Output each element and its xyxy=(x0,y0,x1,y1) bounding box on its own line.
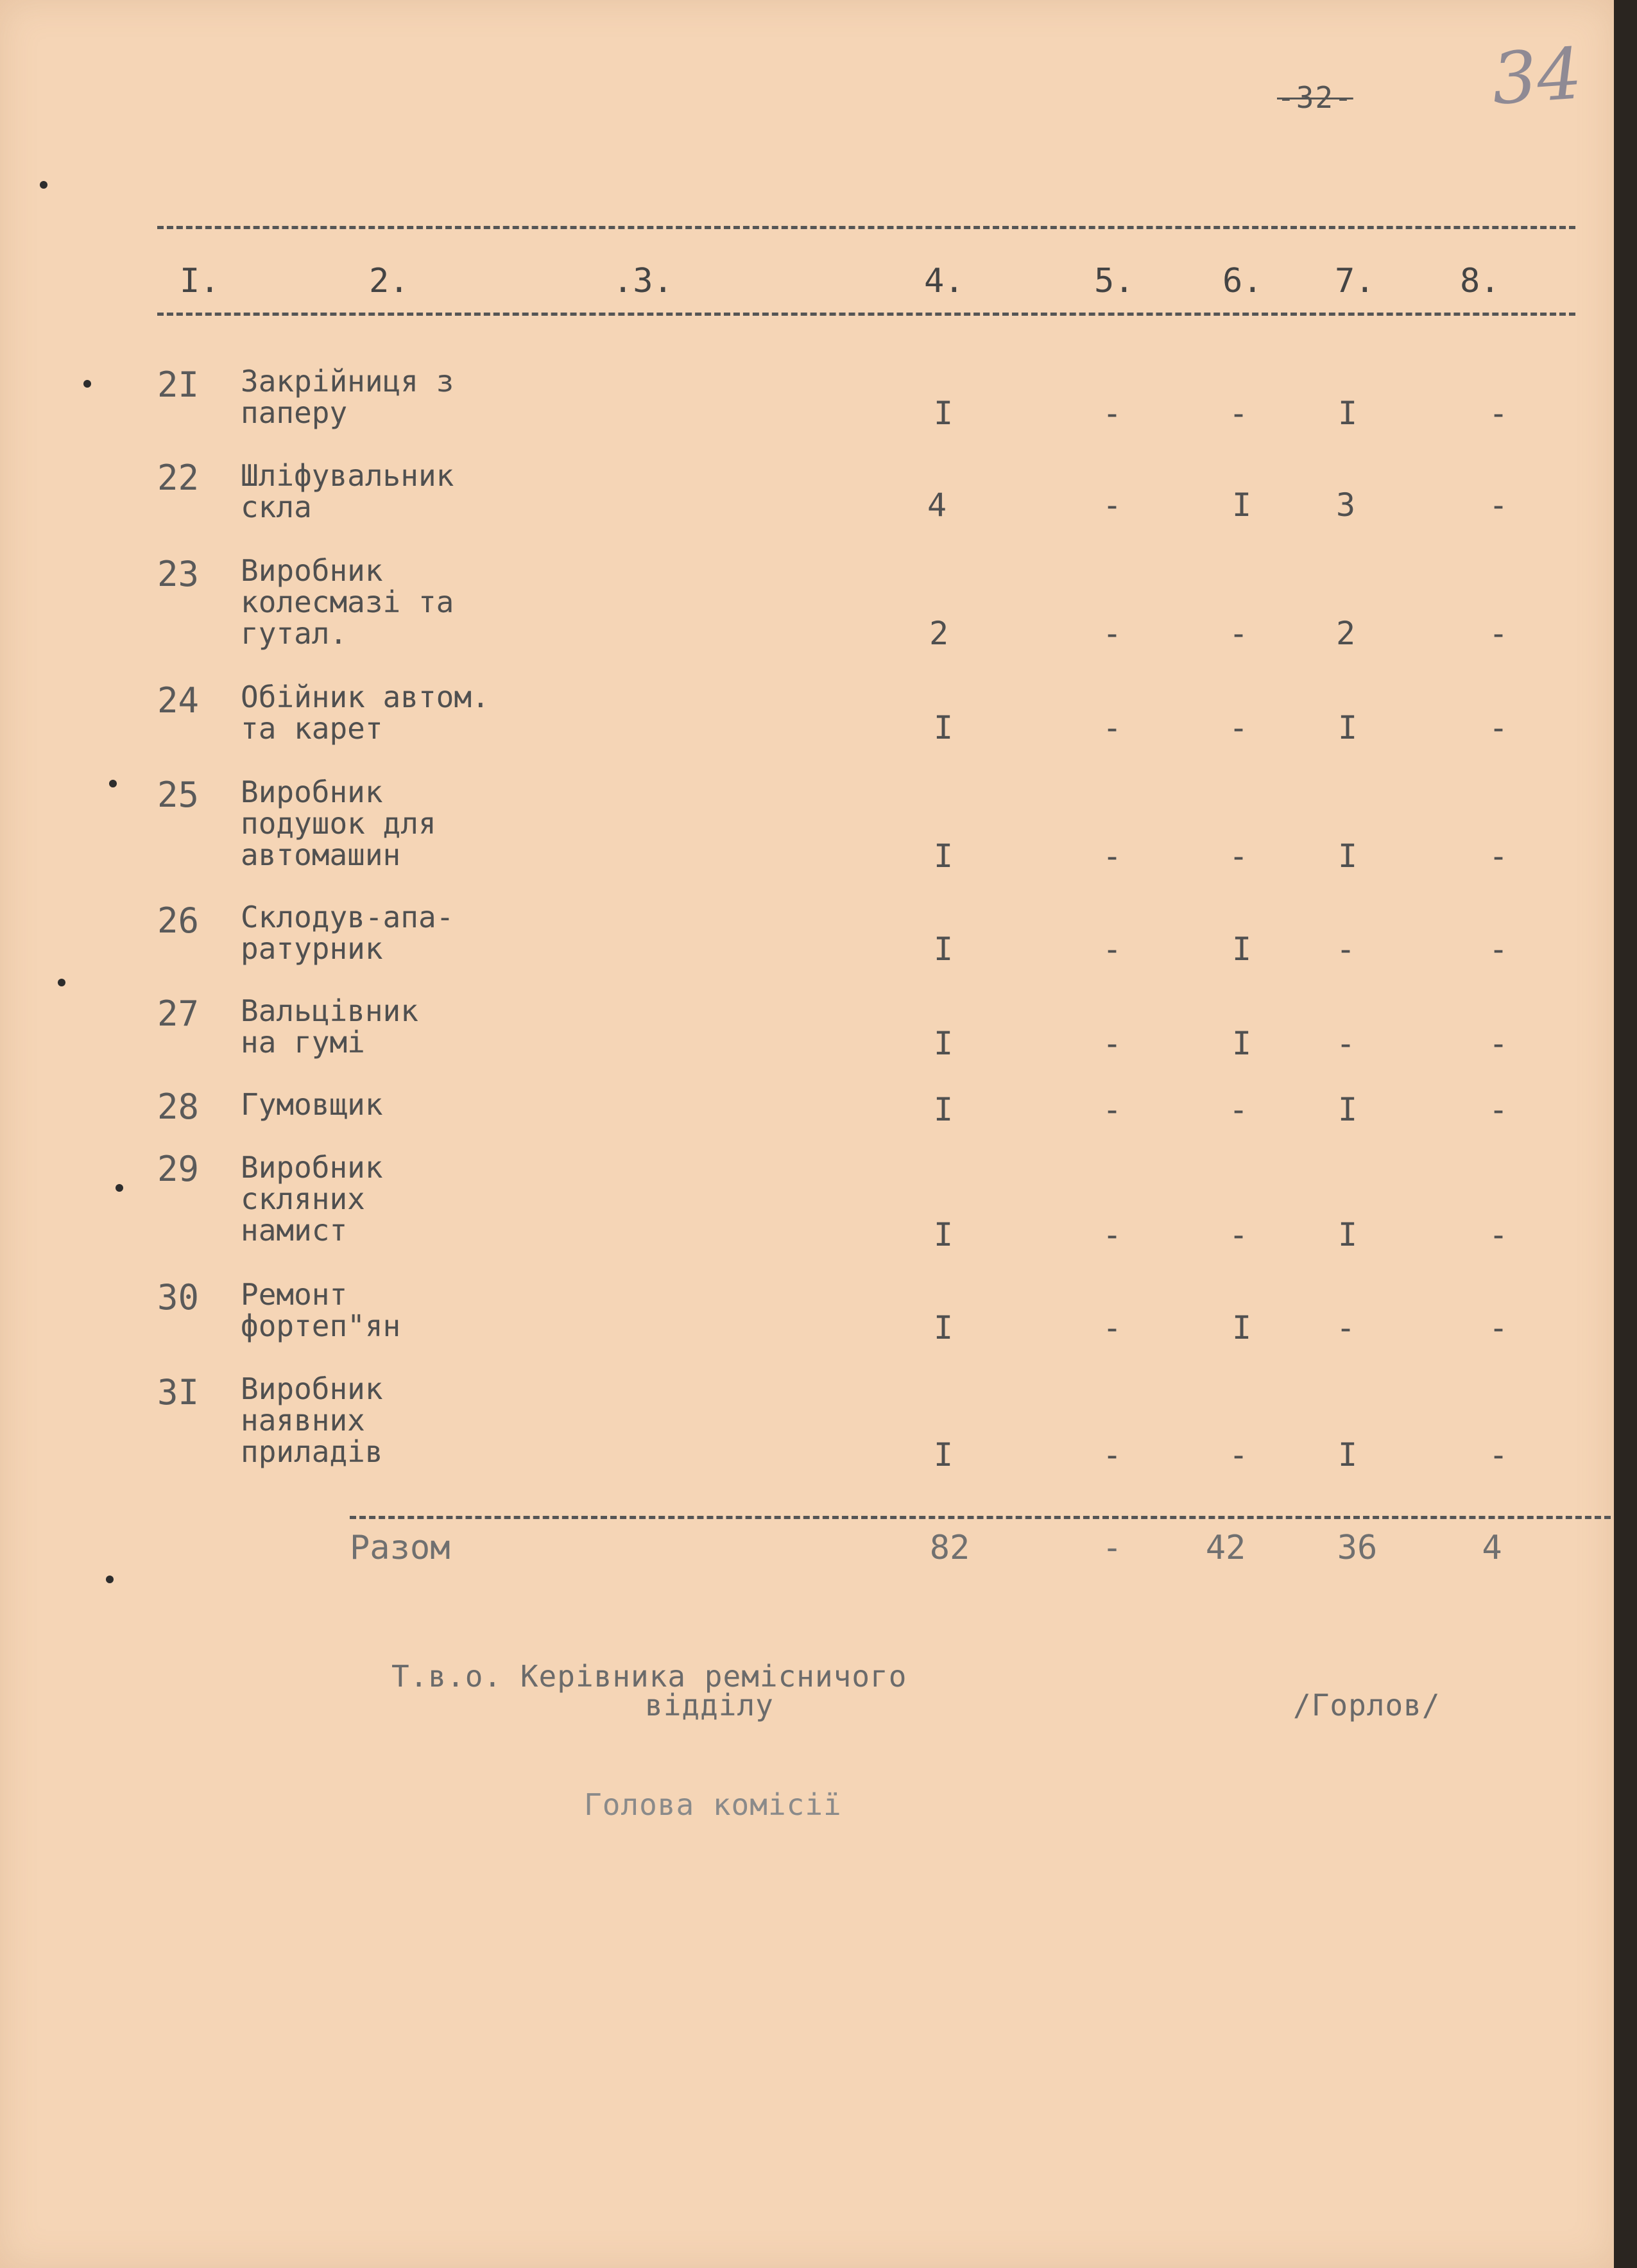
cell-col7: 2 xyxy=(1335,615,1356,652)
row-number: 22 xyxy=(157,458,200,498)
cell-col4: I xyxy=(933,931,954,968)
signature-title-line2: вiддiлу xyxy=(645,1688,774,1722)
col-header-2: 2. xyxy=(369,262,409,300)
punch-mark xyxy=(83,380,91,388)
col-header-6: 6. xyxy=(1222,262,1263,300)
cell-col7: - xyxy=(1335,931,1356,968)
page-number: -32- xyxy=(1277,80,1353,115)
cell-col6: - xyxy=(1228,395,1249,432)
cell-col5: - xyxy=(1102,1309,1122,1346)
cell-col5: - xyxy=(1102,709,1122,746)
cell-col8: - xyxy=(1488,1436,1509,1473)
cell-col4: I xyxy=(933,1216,954,1253)
occupation-name: Обiйник автом. та карет xyxy=(241,680,490,746)
total-col6: 42 xyxy=(1205,1529,1246,1567)
col-header-7: 7. xyxy=(1335,262,1375,300)
row-number: 3I xyxy=(157,1372,200,1413)
cell-col4: I xyxy=(933,395,954,432)
row-number: 26 xyxy=(157,900,200,941)
row-number: 23 xyxy=(157,554,200,594)
cell-col5: - xyxy=(1102,931,1122,968)
cell-col4: I xyxy=(933,1025,954,1062)
cell-col5: - xyxy=(1102,838,1122,875)
cell-col6: - xyxy=(1228,1091,1249,1128)
signature-name: /Горлов/ xyxy=(1293,1688,1441,1722)
occupation-name: Вальцiвник на гумi xyxy=(241,993,418,1060)
cell-col5: - xyxy=(1102,615,1122,652)
total-dashed-rule xyxy=(350,1516,1611,1519)
punch-mark xyxy=(106,1576,114,1583)
row-number: 29 xyxy=(157,1149,200,1189)
cell-col5: - xyxy=(1102,486,1122,524)
cell-col8: - xyxy=(1488,1309,1509,1346)
cell-col6: - xyxy=(1228,838,1249,875)
cell-col4: 2 xyxy=(929,615,949,652)
commission-chair-label: Голова комiсiї xyxy=(584,1787,842,1822)
row-number: 28 xyxy=(157,1087,200,1127)
punch-mark xyxy=(116,1184,123,1192)
cell-col7: I xyxy=(1337,838,1358,875)
occupation-name: Шлiфувальник скла xyxy=(241,458,454,524)
row-number: 27 xyxy=(157,993,200,1034)
cell-col6: - xyxy=(1228,709,1249,746)
cell-col6: I xyxy=(1231,1025,1252,1062)
occupation-name: Виробник скляних намист xyxy=(241,1150,383,1248)
cell-col4: 4 xyxy=(927,486,947,524)
cell-col4: I xyxy=(933,709,954,746)
cell-col6: I xyxy=(1231,486,1252,524)
cell-col8: - xyxy=(1488,395,1509,432)
cell-col7: I xyxy=(1337,1091,1358,1128)
occupation-name: Склодув-апа- ратурник xyxy=(241,900,454,966)
total-col4: 82 xyxy=(929,1529,970,1567)
cell-col7: - xyxy=(1335,1309,1356,1346)
occupation-name: Виробник колесмазi та гутал. xyxy=(241,553,454,651)
cell-col6: I xyxy=(1231,931,1252,968)
row-number: 24 xyxy=(157,680,200,721)
cell-col5: - xyxy=(1102,1025,1122,1062)
cell-col7: 3 xyxy=(1335,486,1356,524)
row-number: 2I xyxy=(157,365,200,405)
cell-col8: - xyxy=(1488,709,1509,746)
total-label: Разом xyxy=(350,1529,450,1567)
cell-col5: - xyxy=(1102,395,1122,432)
cell-col5: - xyxy=(1102,1091,1122,1128)
punch-mark xyxy=(58,979,65,986)
cell-col4: I xyxy=(933,1091,954,1128)
cell-col8: - xyxy=(1488,1025,1509,1062)
header-dashed-rule xyxy=(157,313,1575,316)
row-number: 25 xyxy=(157,775,200,815)
punch-mark xyxy=(40,181,47,189)
cell-col7: I xyxy=(1337,1436,1358,1473)
col-header-3: .3. xyxy=(613,262,673,300)
total-col7: 36 xyxy=(1337,1529,1378,1567)
cell-col5: - xyxy=(1102,1436,1122,1473)
total-col8: 4 xyxy=(1482,1529,1502,1567)
col-header-4: 4. xyxy=(924,262,964,300)
cell-col8: - xyxy=(1488,931,1509,968)
occupation-name: Виробник наявних приладiв xyxy=(241,1371,383,1469)
cell-col6: - xyxy=(1228,1436,1249,1473)
cell-col6: - xyxy=(1228,615,1249,652)
cell-col7: I xyxy=(1337,395,1358,432)
occupation-name: Виробник подушок для автомашин xyxy=(241,775,436,872)
top-dashed-rule xyxy=(157,226,1575,229)
cell-col7: I xyxy=(1337,1216,1358,1253)
cell-col8: - xyxy=(1488,1216,1509,1253)
occupation-name: Гумовщик xyxy=(241,1087,383,1122)
col-header-1: I. xyxy=(180,262,220,300)
cell-col6: I xyxy=(1231,1309,1252,1346)
cell-col8: - xyxy=(1488,838,1509,875)
col-header-8: 8. xyxy=(1460,262,1500,300)
cell-col4: I xyxy=(933,1309,954,1346)
cell-col7: - xyxy=(1335,1025,1356,1062)
cell-col8: - xyxy=(1488,1091,1509,1128)
cell-col8: - xyxy=(1488,486,1509,524)
cell-col4: I xyxy=(933,838,954,875)
occupation-name: Закрiйниця з паперу xyxy=(241,364,454,430)
col-header-5: 5. xyxy=(1094,262,1135,300)
punch-mark xyxy=(109,780,117,787)
row-number: 30 xyxy=(157,1277,200,1318)
cell-col5: - xyxy=(1102,1216,1122,1253)
total-col5: - xyxy=(1102,1529,1122,1567)
signature-title-line1: Т.в.о. Керiвника ремiсничого xyxy=(391,1659,907,1694)
cell-col6: - xyxy=(1228,1216,1249,1253)
occupation-name: Ремонт фортеп"ян xyxy=(241,1277,401,1343)
cell-col7: I xyxy=(1337,709,1358,746)
cell-col8: - xyxy=(1488,615,1509,652)
archive-sheet-number: 34 xyxy=(1489,32,1585,121)
cell-col4: I xyxy=(933,1436,954,1473)
